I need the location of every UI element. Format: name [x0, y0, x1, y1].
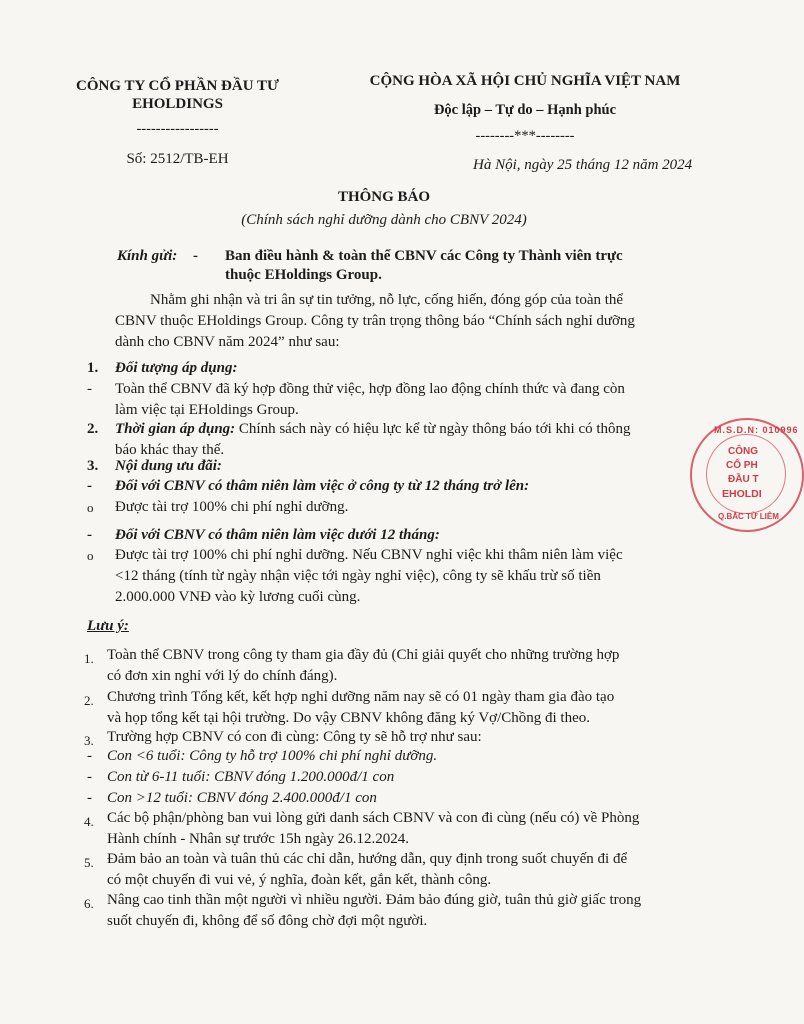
note2-line1: Chương trình Tổng kết, kết hợp nghỉ dưỡng năm nay sẽ có 01 ngày tham gia đào tạo [107, 689, 615, 705]
section3b-line1: Được tài trợ 100% chi phí nghỉ dưỡng. Nếu CBNV nghỉ việc khi thâm niên làm việc [115, 547, 623, 563]
place-date: Hà Nội, ngày 25 tháng 12 năm 2024 [473, 157, 693, 173]
note4-line2: Hành chính - Nhân sự trước 15h ngày 26.12.2024. [107, 831, 410, 847]
recipient-line1: Ban điều hành & toàn thể CBNV các Công ty Thành viên trực [225, 248, 623, 264]
section1-title: Đối tượng áp dụng: [115, 360, 238, 376]
note6-line2: suốt chuyến đi, không để số đông chờ đợi một người. [107, 913, 428, 929]
company-divider: ----------------- [136, 121, 219, 137]
note4-number: 4. [84, 814, 94, 829]
note6-number: 6. [84, 896, 94, 911]
note1-number: 1. [84, 651, 94, 666]
section3a-bullet: o [87, 500, 94, 515]
intro-line1: Nhằm ghi nhận và tri ân sự tin tưởng, nỗ lực, cống hiến, đóng góp của toàn thể [150, 292, 624, 308]
note3-line1: Trường hợp CBNV có con đi cùng: Công ty sẽ hỗ trợ như sau: [107, 729, 482, 745]
notes-heading: Lưu ý: [87, 618, 129, 634]
note6-line1: Nâng cao tinh thần một người vì nhiều người. Đảm bảo đúng giờ, tuân thủ giờ giấc trong [107, 892, 642, 908]
stamp-bottom-text: Q.BẮC TỪ LIÊM [718, 512, 779, 521]
company-name-line1: CÔNG TY CỔ PHẦN ĐẦU TƯ [76, 78, 279, 94]
child-rule2: Con từ 6-11 tuổi: CBNV đóng 1.200.000đ/1 con [107, 769, 395, 785]
document-subtitle: (Chính sách nghỉ dưỡng dành cho CBNV 2024) [241, 212, 527, 228]
national-motto: Độc lập – Tự do – Hạnh phúc [433, 102, 617, 118]
note4-line1: Các bộ phận/phòng ban vui lòng gửi danh sách CBNV và con đi cùng (nếu có) về Phòng [107, 810, 640, 826]
note2-number: 2. [84, 693, 94, 708]
document-number: Số: 2512/TB-EH [126, 151, 229, 167]
recipient-label: Kính gửi: [117, 248, 178, 264]
recipient-dash: - [193, 248, 198, 264]
section3-number: 3. [87, 458, 99, 474]
section3b-line3: 2.000.000 VNĐ vào kỳ lương cuối cùng. [115, 589, 361, 605]
section2-line2: báo khác thay thế. [115, 442, 225, 458]
note3-number: 3. [84, 733, 94, 748]
note2-line2: và họp tổng kết tại hội trường. Do vậy CBNV không đăng ký Vợ/Chồng đi theo. [107, 710, 590, 726]
section1-number: 1. [87, 360, 99, 376]
section2-text: Chính sách này có hiệu lực kể từ ngày thông báo tới khi có thông [238, 421, 631, 437]
section3a-dash: - [87, 478, 92, 494]
child-rule2-dash: - [87, 769, 92, 785]
section2-number: 2. [87, 421, 99, 437]
section3b-dash: - [87, 527, 92, 543]
note1-line2: có đơn xin nghỉ với lý do chính đáng). [107, 668, 338, 684]
section1-dash: - [87, 381, 92, 397]
motto-divider: --------***-------- [475, 128, 575, 144]
note5-line1: Đảm bảo an toàn và tuân thủ các chỉ dẫn, hướng dẫn, quy định trong suốt chuyến đi để [107, 851, 628, 867]
recipient-line2: thuộc EHoldings Group. [225, 267, 382, 283]
note1-line1: Toàn thể CBNV trong công ty tham gia đầy đủ (Chỉ giải quyết cho những trường hợp [107, 647, 620, 663]
child-rule1-dash: - [87, 748, 92, 764]
stamp-line4: EHOLDI [722, 488, 762, 500]
company-name-line2: EHOLDINGS [132, 96, 223, 112]
section2-line1 [115, 419, 631, 440]
child-rule1: Con <6 tuổi: Công ty hỗ trợ 100% chi phí nghỉ dưỡng. [107, 748, 438, 764]
section3-title: Nội dung ưu đãi: [115, 458, 222, 474]
section3b-line2: <12 tháng (tính từ ngày nhận việc tới ngày nghỉ việc), công ty sẽ khấu trừ số tiền [115, 568, 601, 584]
child-rule3-dash: - [87, 790, 92, 806]
section3b-bullet: o [87, 548, 94, 563]
document-title: THÔNG BÁO [337, 189, 431, 205]
stamp-line3: ĐẦU T [728, 474, 759, 485]
stamp-line1: CÔNG [728, 446, 758, 457]
note5-line2: có một chuyến đi vui vẻ, ý nghĩa, đoàn kết, gắn kết, thành công. [107, 872, 492, 888]
intro-line3: dành cho CBNV năm 2024” như sau: [115, 334, 340, 350]
section3a-title: Đối với CBNV có thâm niên làm việc ở công ty từ 12 tháng trở lên: [115, 478, 530, 494]
section1-line2: làm việc tại EHoldings Group. [115, 402, 299, 418]
note5-number: 5. [84, 855, 94, 870]
nation-name: CỘNG HÒA XÃ HỘI CHỦ NGHĨA VIỆT NAM [369, 73, 681, 89]
section1-line1: Toàn thể CBNV đã ký hợp đồng thử việc, hợp đồng lao động chính thức và đang còn [115, 381, 625, 397]
child-rule3: Con >12 tuổi: CBNV đóng 2.400.000đ/1 con [107, 790, 377, 806]
company-stamp [690, 418, 804, 532]
stamp-line2: CỔ PH [726, 460, 758, 471]
intro-line2: CBNV thuộc EHoldings Group. Công ty trân trọng thông báo “Chính sách nghỉ dưỡng [115, 313, 635, 329]
section3b-title: Đối với CBNV có thâm niên làm việc dưới 12 tháng: [115, 527, 440, 543]
stamp-top-text: M.S.D.N: 010996 [714, 425, 799, 435]
section2-title: Thời gian áp dụng: [115, 421, 236, 437]
section3a-text: Được tài trợ 100% chi phí nghỉ dưỡng. [115, 499, 349, 515]
